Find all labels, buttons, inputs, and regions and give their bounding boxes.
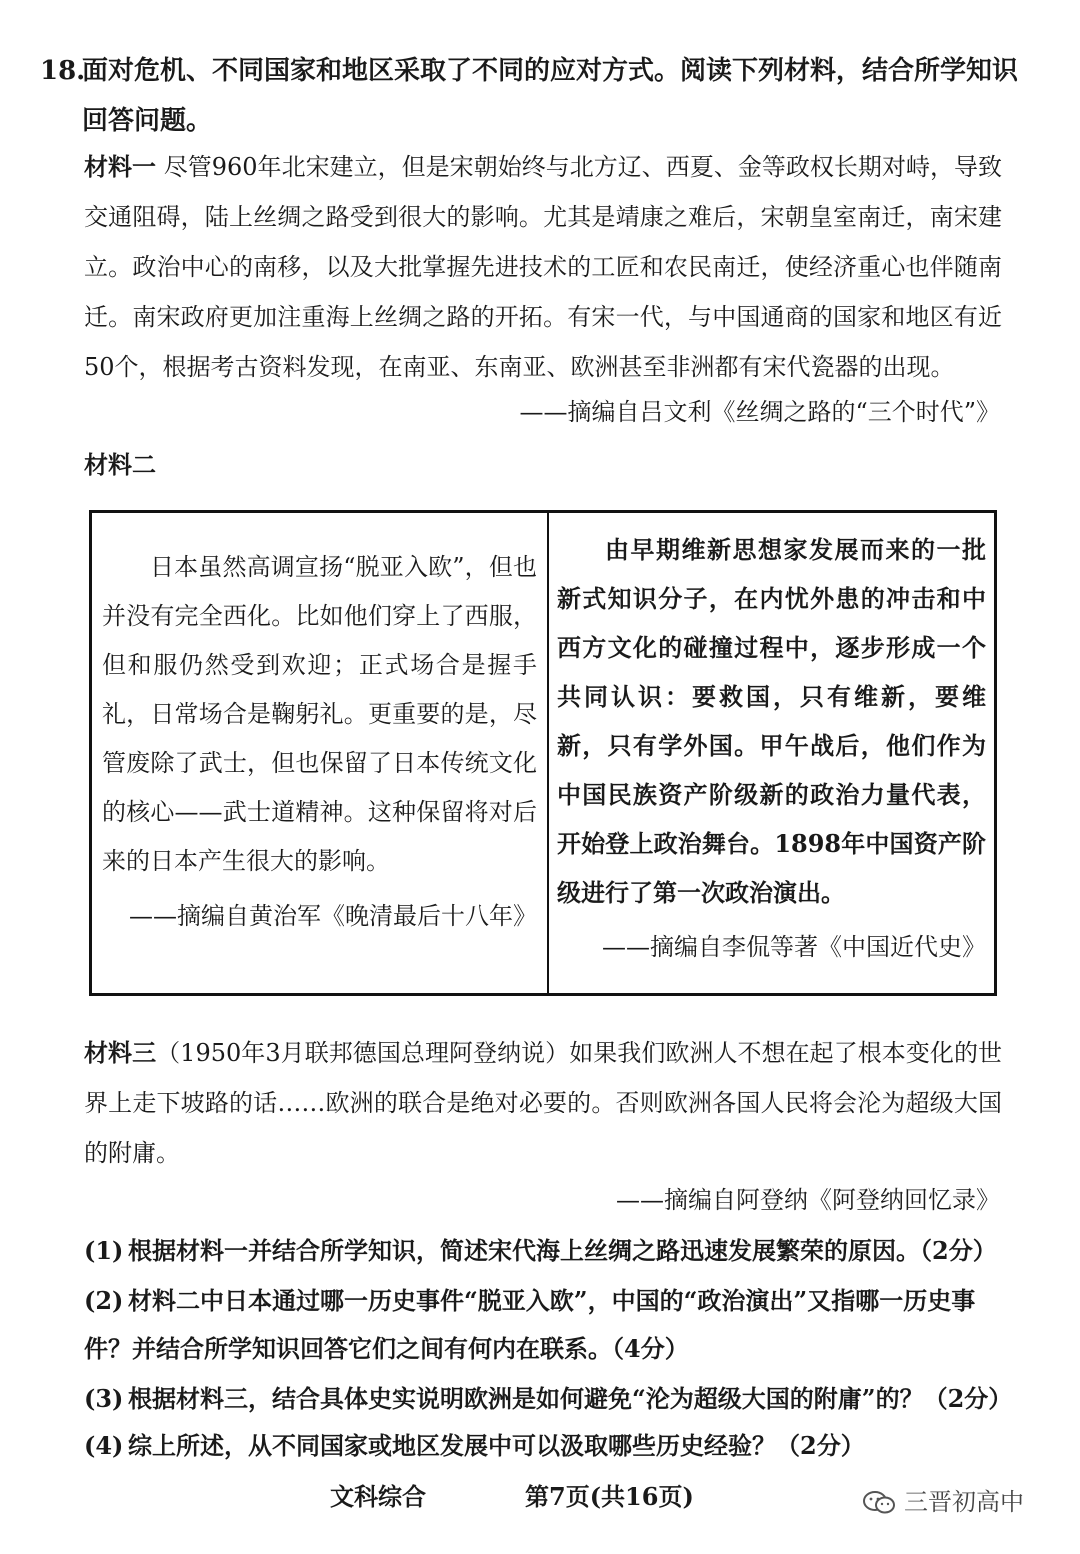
material-1-source: ——摘编自吕文利《丝绸之路的“三个时代”》 [519,398,1000,426]
footer-page-number: 第7页(共16页) [525,1482,694,1511]
subquestion-2: (2) 材料二中日本通过哪一历史事件“脱亚入欧”，中国的“政治演出”又指哪一历史事件？并结合所学知识回答它们之间有何内在联系。（4分） [84,1286,976,1363]
subquestion-1: (1) 根据材料一并结合所学知识，简述宋代海上丝绸之路迅速发展繁荣的原因。（2分） [84,1236,997,1265]
watermark-text: 三晋初高中 [904,1488,1024,1516]
question-number: 18. [40,56,86,86]
material-1-label: 材料一 [84,152,157,181]
material-2-left-text: 日本虽然高调宣扬“脱亚入欧”，但也并没有完全西化。比如他们穿上了西服，但和服仍然受到欢迎；正式场合是握手礼，日常场合是鞠躬礼。更重要的是，尽管废除了武士，但也保留了日本传统文化的核心——武士道精神。这种保留将对后来的日本产生很大的影响。 [102,553,537,875]
material-2-right-source: ——摘编自李侃等著《中国近代史》 [602,933,986,961]
material-2-label: 材料二 [84,450,156,479]
subquestion-3: (3) 根据材料三，结合具体史实说明欧洲是如何避免“沦为超级大国的附庸”的？（2分） [84,1384,1013,1413]
footer-subject: 文科综合 [330,1482,426,1511]
material-2-right-cell [549,513,996,993]
material-1-text: 尽管960年北宋建立，但是宋朝始终与北方辽、西夏、金等政权长期对峙，导致交通阻碍，陆上丝绸之路受到很大的影响。尤其是靖康之难后，宋朝皇室南迁，南宋建立。政治中心的南移，以及大批掌握先进技术的工匠和农民南迁，使经济重心也伴随南迁。南宋政府更加注重海上丝绸之路的开拓。有宋一代，与中国通商的国家和地区有近50个，根据考古资料发现，在南亚、东南亚、欧洲甚至非洲都有宋代瓷器的出现。 [84,153,1002,381]
material-3 [84,1028,1002,1178]
subquestion-4: (4) 综上所述，从不同国家或地区发展中可以汲取哪些历史经验？（2分） [84,1431,865,1460]
material-1 [84,142,1002,392]
material-2-left-cell [92,513,549,993]
material-3-source: ——摘编自阿登纳《阿登纳回忆录》 [616,1186,1000,1214]
material-3-text: （1950年3月联邦德国总理阿登纳说）如果我们欧洲人不想在起了根本变化的世界上走下坡路的话……欧洲的联合是绝对必要的。否则欧洲各国人民将会沦为超级大国的附庸。 [84,1039,1002,1167]
wechat-icon [862,1490,898,1516]
material-2-table [89,510,997,996]
material-2-right-text: 由早期维新思想家发展而来的一批新式知识分子，在内忧外患的冲击和中西方文化的碰撞过程中，逐步形成一个共同认识：要救国，只有维新，要维新，只有学外国。甲午战后，他们作为中国民族资产阶级新的政治力量代表，开始登上政治舞台。1898年中国资产阶级进行了第一次政治演出。 [557,535,986,907]
material-2-left-source: ——摘编自黄治军《晚清最后十八年》 [129,902,537,930]
watermark [862,1482,1024,1517]
question-prompt: 面对危机、不同国家和地区采取了不同的应对方式。阅读下列材料，结合所学知识回答问题。 [82,56,1019,136]
material-3-label: 材料三 [84,1038,157,1067]
